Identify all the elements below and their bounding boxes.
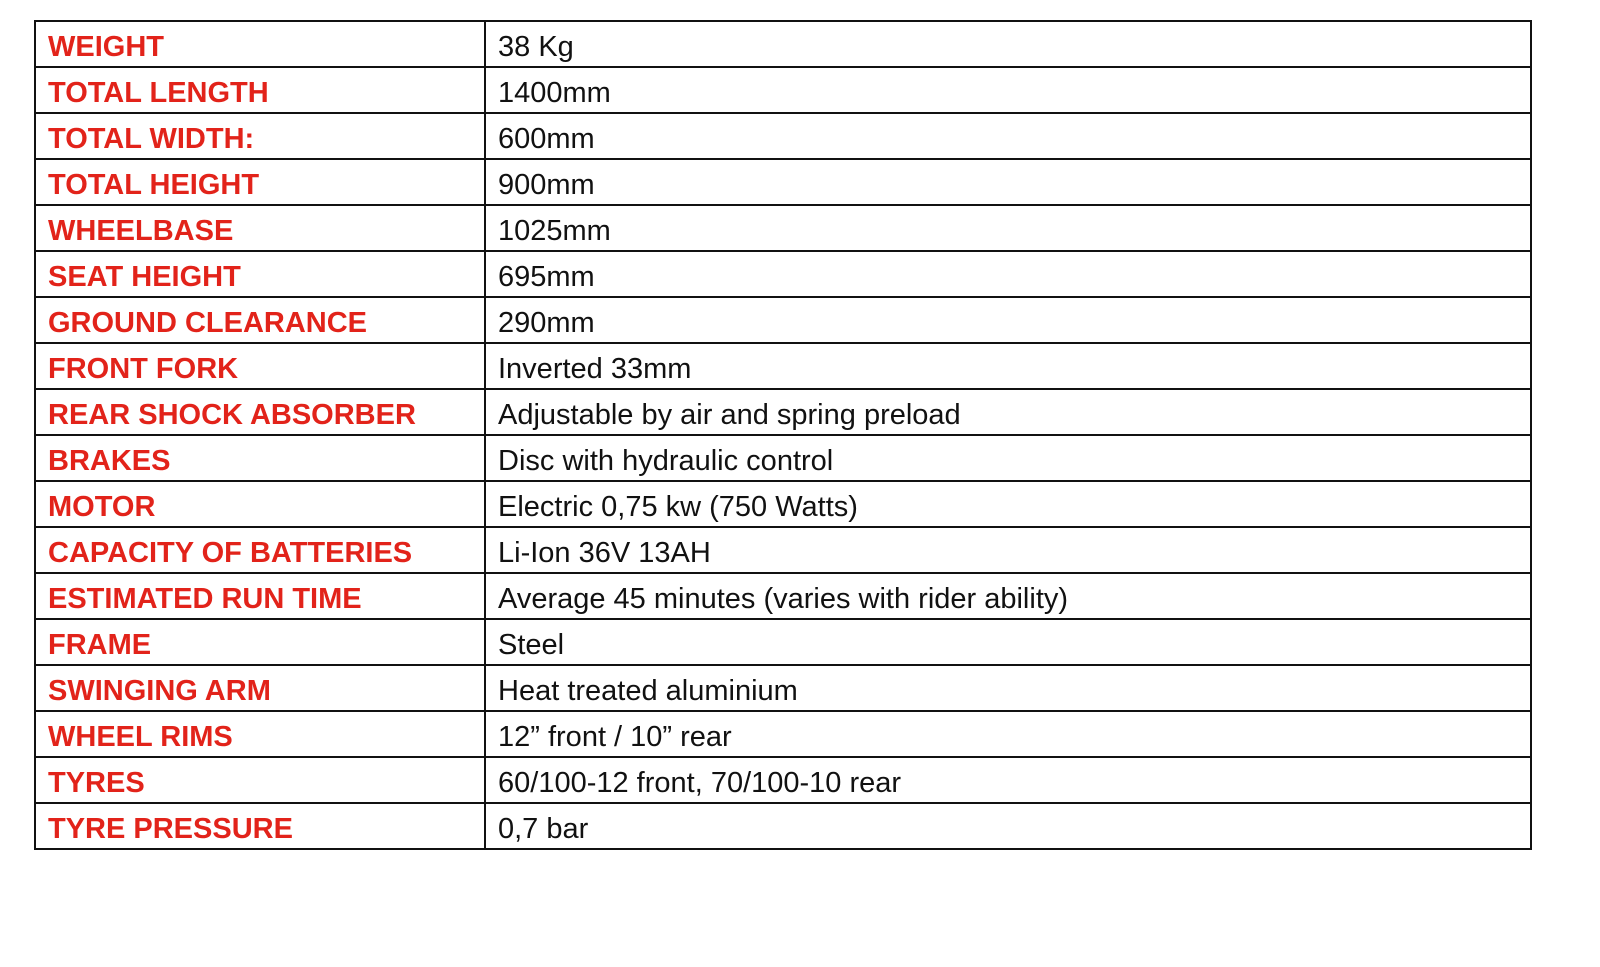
spec-label: TOTAL LENGTH [35,67,485,113]
table-row [35,527,1531,573]
table-row [35,297,1531,343]
spec-value: 600mm [485,113,1531,159]
table-row [35,711,1531,757]
spec-value: 12” front / 10” rear [485,711,1531,757]
table-row [35,757,1531,803]
spec-value: 0,7 bar [485,803,1531,849]
spec-value: 1400mm [485,67,1531,113]
spec-label: TYRES [35,757,485,803]
spec-value: Average 45 minutes (varies with rider ability) [485,573,1531,619]
spec-value: Heat treated aluminium [485,665,1531,711]
spec-value: 290mm [485,297,1531,343]
spec-value: Li-Ion 36V 13AH [485,527,1531,573]
spec-value: 900mm [485,159,1531,205]
specifications-table [34,20,1532,850]
spec-label: GROUND CLEARANCE [35,297,485,343]
spec-value: 60/100-12 front, 70/100-10 rear [485,757,1531,803]
table-row [35,619,1531,665]
spec-label: TYRE PRESSURE [35,803,485,849]
spec-label: MOTOR [35,481,485,527]
spec-label: BRAKES [35,435,485,481]
spec-value: Adjustable by air and spring preload [485,389,1531,435]
spec-label: WHEEL RIMS [35,711,485,757]
spec-label: FRONT FORK [35,343,485,389]
table-row [35,343,1531,389]
spec-label: WEIGHT [35,21,485,67]
spec-label: WHEELBASE [35,205,485,251]
spec-value: 38 Kg [485,21,1531,67]
spec-value: 1025mm [485,205,1531,251]
table-row [35,251,1531,297]
spec-label: SEAT HEIGHT [35,251,485,297]
spec-label: TOTAL HEIGHT [35,159,485,205]
spec-label: ESTIMATED RUN TIME [35,573,485,619]
table-row [35,389,1531,435]
table-row [35,159,1531,205]
spec-value: 695mm [485,251,1531,297]
table-row [35,481,1531,527]
table-row [35,205,1531,251]
table-row [35,113,1531,159]
spec-label: REAR SHOCK ABSORBER [35,389,485,435]
spec-label: TOTAL WIDTH: [35,113,485,159]
table-row [35,573,1531,619]
table-row [35,665,1531,711]
spec-value: Steel [485,619,1531,665]
spec-value: Disc with hydraulic control [485,435,1531,481]
spec-label: FRAME [35,619,485,665]
table-row [35,21,1531,67]
spec-label: CAPACITY OF BATTERIES [35,527,485,573]
table-row [35,803,1531,849]
table-row [35,435,1531,481]
spec-value: Inverted 33mm [485,343,1531,389]
specifications-table-body [35,21,1531,849]
spec-label: SWINGING ARM [35,665,485,711]
spec-value: Electric 0,75 kw (750 Watts) [485,481,1531,527]
table-row [35,67,1531,113]
